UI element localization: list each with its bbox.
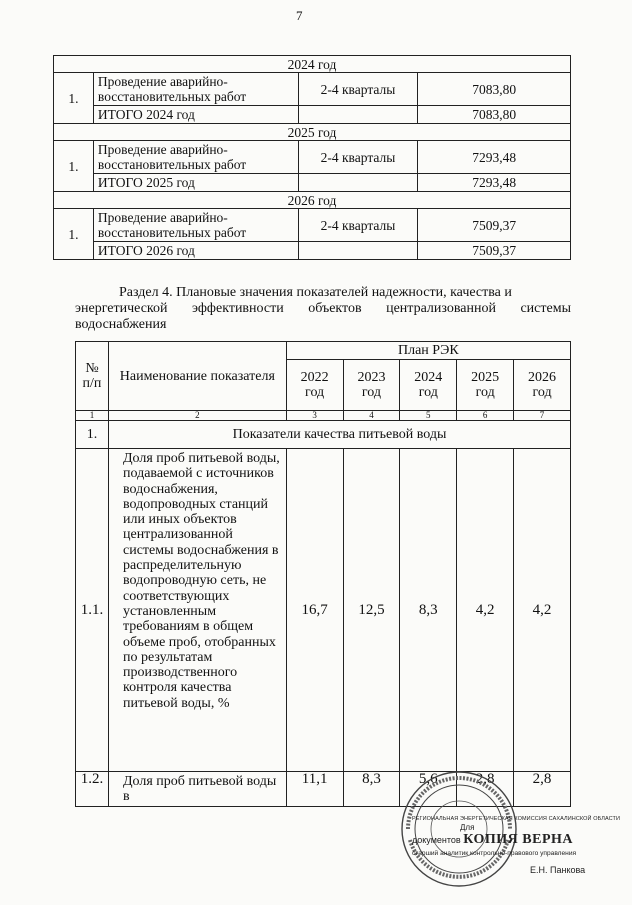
row-amount: 7293,48 xyxy=(418,141,571,174)
header-year: 2025 год xyxy=(457,360,514,411)
row-value: 16,7 xyxy=(286,449,343,772)
row-value: 4,2 xyxy=(514,449,571,772)
total-row xyxy=(54,242,571,260)
row-value: 12,5 xyxy=(343,449,400,772)
row-num: 1.1. xyxy=(76,449,109,772)
row-num: 1. xyxy=(54,209,94,260)
group-num: 1. xyxy=(76,421,109,449)
row-amount: 7083,80 xyxy=(418,73,571,106)
stamp-documents: документов xyxy=(412,835,461,845)
stamp-position: старший аналитик контрольно-правового управления xyxy=(412,850,577,857)
row-value: 5,6 xyxy=(400,772,457,807)
header-year: 2024 год xyxy=(400,360,457,411)
total-label: ИТОГО 2024 год xyxy=(93,106,298,124)
header-year: 2023 год xyxy=(343,360,400,411)
group-row xyxy=(76,421,571,449)
row-num: 1.2. xyxy=(76,772,109,807)
stamp-signer: Е.Н. Панкова xyxy=(530,865,586,875)
row-work: Проведение аварийно-восстановительных работ xyxy=(93,209,298,242)
section-4-heading: Раздел 4. Плановые значения показателей надежности, качества и энергетической эффективности объектов централизованной системы водоснабжения xyxy=(75,285,571,332)
row-amount: 7509,37 xyxy=(418,209,571,242)
table-row xyxy=(54,73,571,106)
header-year: 2026 год xyxy=(514,360,571,411)
total-row xyxy=(54,106,571,124)
total-empty xyxy=(298,242,418,260)
index-row: 1 2 3 4 5 6 7 xyxy=(76,411,571,421)
total-row xyxy=(54,174,571,192)
indicators-table xyxy=(75,341,571,807)
year-label: 2024 год xyxy=(54,56,571,73)
total-value: 7293,48 xyxy=(418,174,571,192)
header-plan: План РЭК xyxy=(286,342,570,360)
group-title: Показатели качества питьевой воды xyxy=(108,421,570,449)
works-table xyxy=(53,55,571,260)
stamp-for: Для xyxy=(460,823,475,832)
row-work: Проведение аварийно-восстановительных работ xyxy=(93,73,298,106)
header-num: № п/п xyxy=(76,342,109,411)
table-row xyxy=(54,141,571,174)
stamp-organization: РЕГИОНАЛЬНАЯ ЭНЕРГЕТИЧЕСКАЯ КОМИССИЯ САХАЛИНСКОЙ ОБЛАСТИ xyxy=(412,816,621,822)
total-label: ИТОГО 2026 год xyxy=(93,242,298,260)
row-value: 8,3 xyxy=(343,772,400,807)
row-value: 4,2 xyxy=(457,449,514,772)
row-period: 2-4 кварталы xyxy=(298,141,418,174)
row-value: 2,8 xyxy=(514,772,571,807)
year-row xyxy=(54,56,571,73)
total-empty xyxy=(298,174,418,192)
row-value: 2,8 xyxy=(457,772,514,807)
copy-certification xyxy=(412,816,621,875)
row-period: 2-4 кварталы xyxy=(298,209,418,242)
header-row xyxy=(76,342,571,360)
header-name: Наименование показателя xyxy=(108,342,286,411)
row-name: Доля проб питьевой воды в xyxy=(108,772,286,807)
table-row xyxy=(76,449,571,772)
year-row xyxy=(54,124,571,141)
total-empty xyxy=(298,106,418,124)
total-label: ИТОГО 2025 год xyxy=(93,174,298,192)
total-value: 7509,37 xyxy=(418,242,571,260)
year-row xyxy=(54,192,571,209)
year-label: 2025 год xyxy=(54,124,571,141)
row-work: Проведение аварийно-восстановительных работ xyxy=(93,141,298,174)
header-year: 2022 год xyxy=(286,360,343,411)
year-label: 2026 год xyxy=(54,192,571,209)
total-value: 7083,80 xyxy=(418,106,571,124)
row-num: 1. xyxy=(54,141,94,192)
row-name: Доля проб питьевой воды, подаваемой с источников водоснабжения, водопроводных станций или иных объектов централизованной системы водоснабжения в распределительную водопроводную сеть, не соответствующих установленным требованиям в общем объеме проб, отобранных по результатам производственного контроля качества питьевой воды, % xyxy=(108,449,286,772)
stamp-copy-true: КОПИЯ ВЕРНА xyxy=(463,832,573,847)
row-period: 2-4 кварталы xyxy=(298,73,418,106)
row-value: 8,3 xyxy=(400,449,457,772)
page-number: 7 xyxy=(296,8,303,23)
row-value: 11,1 xyxy=(286,772,343,807)
row-num: 1. xyxy=(54,73,94,124)
table-row xyxy=(54,209,571,242)
